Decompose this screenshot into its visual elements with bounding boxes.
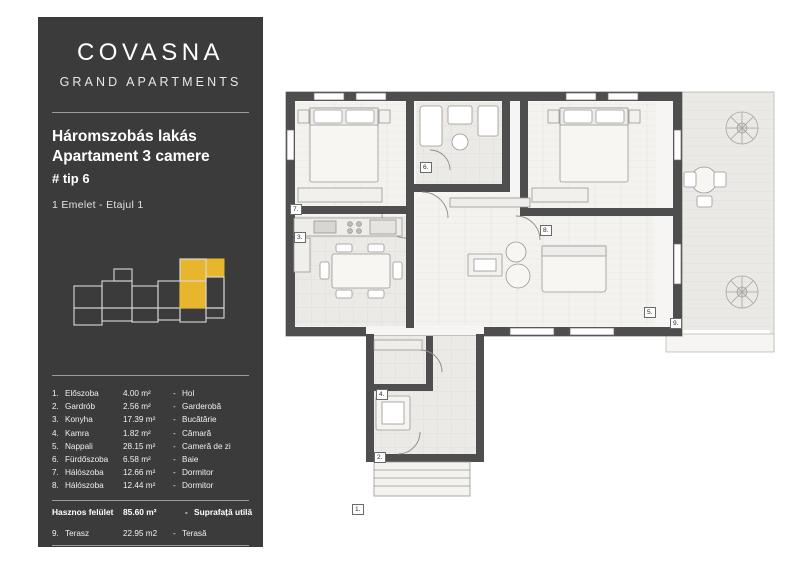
room-name-hu: Konyha — [65, 415, 93, 425]
apartment-title-ro: Apartament 3 camere — [52, 148, 210, 165]
room-name-hu: Hálószoba — [65, 468, 104, 478]
highlighted-unit — [180, 259, 224, 308]
room-area: 6.58 m² — [123, 455, 151, 465]
divider-summary-1 — [52, 500, 249, 501]
room-number: 3. — [52, 415, 59, 425]
total-area-label: Összfelület — [52, 552, 97, 562]
room-name-ro: Dormitor — [182, 468, 214, 478]
room-dash: - — [173, 415, 176, 425]
room-number: 4. — [52, 428, 59, 438]
terrace-number: 9. — [52, 529, 59, 538]
room-dash: - — [173, 455, 176, 465]
total-area-label-ro: Suprafață totală — [194, 552, 258, 562]
room-schedule — [52, 387, 252, 493]
room-dash: - — [173, 481, 176, 491]
table-row — [52, 453, 252, 466]
apartment-title-hu: Háromszobás lakás — [52, 128, 197, 145]
terrace-row — [52, 529, 252, 538]
table-row — [52, 427, 252, 440]
terrace-value: 22.95 m2 — [123, 529, 158, 538]
total-area-row — [52, 552, 258, 562]
total-area-value: - 108.55 m² — [123, 552, 167, 562]
usable-area-row — [52, 507, 252, 517]
room-area: 12.44 m² — [123, 481, 156, 491]
room-name-ro: Baie — [182, 455, 199, 465]
usable-area-value: 85.60 m² — [123, 507, 157, 517]
info-panel — [38, 17, 263, 562]
room-name-ro: Cămară — [182, 428, 212, 438]
room-number: 8. — [52, 481, 59, 491]
room-name-ro: Cameră de zi — [182, 441, 231, 451]
room-number: 7. — [52, 468, 59, 478]
floor-plan — [270, 84, 780, 534]
room-area: 12.66 m² — [123, 468, 156, 478]
total-dash: - — [185, 552, 188, 562]
room-name-hu: Fürdőszoba — [65, 455, 109, 465]
room-number: 6. — [52, 455, 59, 465]
apartment-type: # tip 6 — [52, 171, 90, 186]
room-number: 5. — [52, 441, 59, 451]
plant-icon — [726, 112, 758, 144]
room-area: 1.82 m² — [123, 428, 151, 438]
room-dash: - — [173, 441, 176, 451]
table-row — [52, 440, 252, 453]
plan-marker-3: 3. — [294, 232, 306, 243]
room-dash: - — [173, 402, 176, 412]
table-row — [52, 466, 252, 479]
brand-block — [38, 39, 263, 89]
room-name-hu: Gardrób — [65, 402, 96, 412]
room-name-ro: Bucătărie — [182, 415, 217, 425]
table-row — [52, 413, 252, 426]
room-name-hu: Hálószoba — [65, 481, 104, 491]
title-block — [52, 127, 252, 211]
divider-summary-2 — [52, 545, 249, 546]
room-area: 28.15 m² — [123, 441, 156, 451]
room-area: 4.00 m² — [123, 389, 151, 398]
room-dash: - — [173, 389, 176, 398]
key-plan — [52, 239, 252, 344]
plan-marker-4: 4. — [376, 389, 388, 400]
terrace-label-ro: Terasă — [182, 529, 207, 538]
room-name-ro: Garderobă — [182, 402, 222, 412]
plan-marker-1: 1. — [352, 504, 364, 515]
plan-marker-6: 6. — [420, 162, 432, 173]
plan-marker-9: 9. — [670, 318, 682, 329]
room-name-hu: Előszoba — [65, 389, 99, 398]
table-row — [52, 387, 252, 400]
room-dash: - — [173, 428, 176, 438]
terrace-dash: - — [173, 529, 176, 538]
table-row — [52, 400, 252, 413]
divider-rooms — [52, 375, 249, 376]
plant-icon — [726, 276, 758, 308]
room-name-hu: Nappali — [65, 441, 93, 451]
room-dash: - — [173, 468, 176, 478]
divider-top — [52, 112, 249, 113]
usable-area-label-ro: Suprafață utilă — [194, 507, 253, 517]
plan-marker-8: 8. — [540, 225, 552, 236]
plan-marker-7: 7. — [290, 204, 302, 215]
room-area: 17.39 m² — [123, 415, 156, 425]
room-name-ro: Hol — [182, 389, 195, 398]
room-name-ro: Dormitor — [182, 481, 214, 491]
brand-name: COVASNA — [76, 39, 225, 66]
furniture-bedroom-7 — [298, 108, 390, 202]
room-area: 2.56 m² — [123, 402, 151, 412]
terrace-label: Terasz — [65, 529, 90, 538]
usable-area-label: Hasznos felület — [52, 507, 114, 517]
room-name-hu: Kamra — [65, 428, 90, 438]
brand-subtitle: GRAND APARTMENTS — [59, 75, 242, 89]
room-number: 2. — [52, 402, 59, 412]
plan-marker-5: 5. — [644, 307, 656, 318]
table-row — [52, 479, 252, 492]
floor-label: 1 Emelet - Etajul 1 — [52, 199, 144, 211]
plan-marker-2: 2. — [374, 452, 386, 463]
room-number: 1. — [52, 389, 59, 398]
usable-dash: - — [185, 507, 188, 517]
entrance-stair — [374, 462, 470, 496]
